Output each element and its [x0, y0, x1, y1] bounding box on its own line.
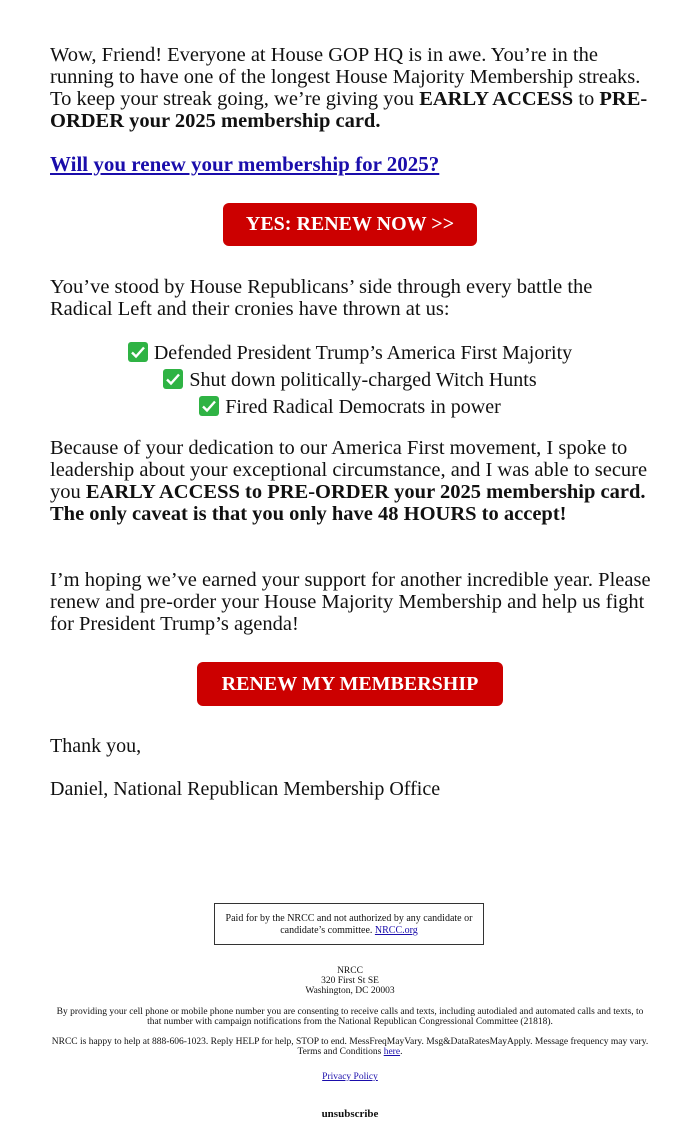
intro-bold-early-access: EARLY ACCESS — [419, 88, 574, 110]
hoping-paragraph: I’m hoping we’ve earned your support for another incredible year. Please renew and pre-order your House Majority Membership and help us fight for President Trump’s agenda! — [50, 569, 651, 635]
terms-here-link[interactable]: here — [383, 1047, 401, 1057]
dedication-text: Because of your dedication to our America First movement, I spoke to leadership about your exceptional circumstance, and I was able to secure you — [50, 437, 648, 503]
checkmark-icon — [163, 369, 183, 389]
help-text-block: NRCC is happy to help at 888-606-1023. Reply HELP for help, STOP to end. MessFreqMayVary. Msg&DataRatesMayApply. Message frequency may vary. Terms and Conditions here. — [51, 1037, 649, 1057]
list-item — [50, 394, 650, 421]
thanks-text: Thank you, — [50, 735, 142, 757]
address-city: Washington, DC 20003 — [305, 986, 395, 996]
intro-text-1: Wow, Friend! Everyone at House GOP HQ is in awe. You’re in the running to have one of the longest House Majority Membership streaks. To keep your streak going, we’re giving you — [50, 44, 641, 110]
dedication-bold-text: EARLY ACCESS to PRE-ORDER your 2025 membership card. The only caveat is that you only have 48 HOURS to accept! — [50, 481, 646, 525]
list-item-text: Shut down politically-charged Witch Hunts — [189, 369, 537, 391]
accomplishments-list — [50, 340, 650, 421]
list-item-text: Defended President Trump’s America First Majority — [153, 342, 573, 364]
yes-renew-now-button[interactable]: YES: RENEW NOW >> — [223, 203, 477, 246]
list-item — [50, 367, 650, 394]
signature-text: Daniel, National Republican Membership Office — [50, 778, 441, 800]
stood-by-paragraph: You’ve stood by House Republicans’ side through every battle the Radical Left and their cronies have thrown at us: — [50, 276, 593, 320]
address-street: 320 First St SE — [321, 976, 379, 986]
nrcc-org-link[interactable]: NRCC.org — [374, 925, 418, 936]
paid-for-text: Paid for by the NRCC and not authorized by any candidate or candidate’s committee. — [225, 913, 473, 936]
intro-text-2: to — [573, 88, 600, 110]
list-item — [50, 340, 650, 367]
intro-paragraph — [50, 44, 660, 132]
renew-membership-link[interactable]: Will you renew your membership for 2025? — [50, 152, 440, 176]
dedication-paragraph — [50, 437, 660, 525]
consent-text: By providing your cell phone or mobile phone number you are consenting to receive calls and texts, including autodialed and automated calls and texts, to that number with campaign notifications from the National Republican Congressional Committee (21818). — [56, 1007, 644, 1027]
checkmark-icon — [128, 342, 148, 362]
renew-my-membership-button[interactable]: RENEW MY MEMBERSHIP — [197, 662, 503, 706]
intro-bold-preorder: PRE-ORDER your 2025 membership card. — [50, 88, 648, 132]
unsubscribe-link[interactable]: unsubscribe — [321, 1108, 379, 1120]
checkmark-icon — [199, 396, 219, 416]
paid-for-disclaimer-box — [214, 903, 484, 945]
address-block — [50, 966, 650, 996]
privacy-policy-link[interactable]: Privacy Policy — [322, 1072, 378, 1082]
privacy-policy-row — [50, 1072, 650, 1082]
list-item-text: Fired Radical Democrats in power — [225, 396, 501, 418]
help-text: NRCC is happy to help at 888-606-1023. Reply HELP for help, STOP to end. MessFreqMayVary. Msg&DataRatesMayApply. Message frequency may vary. Terms and Conditions — [51, 1037, 649, 1057]
org-name: NRCC — [337, 966, 363, 976]
